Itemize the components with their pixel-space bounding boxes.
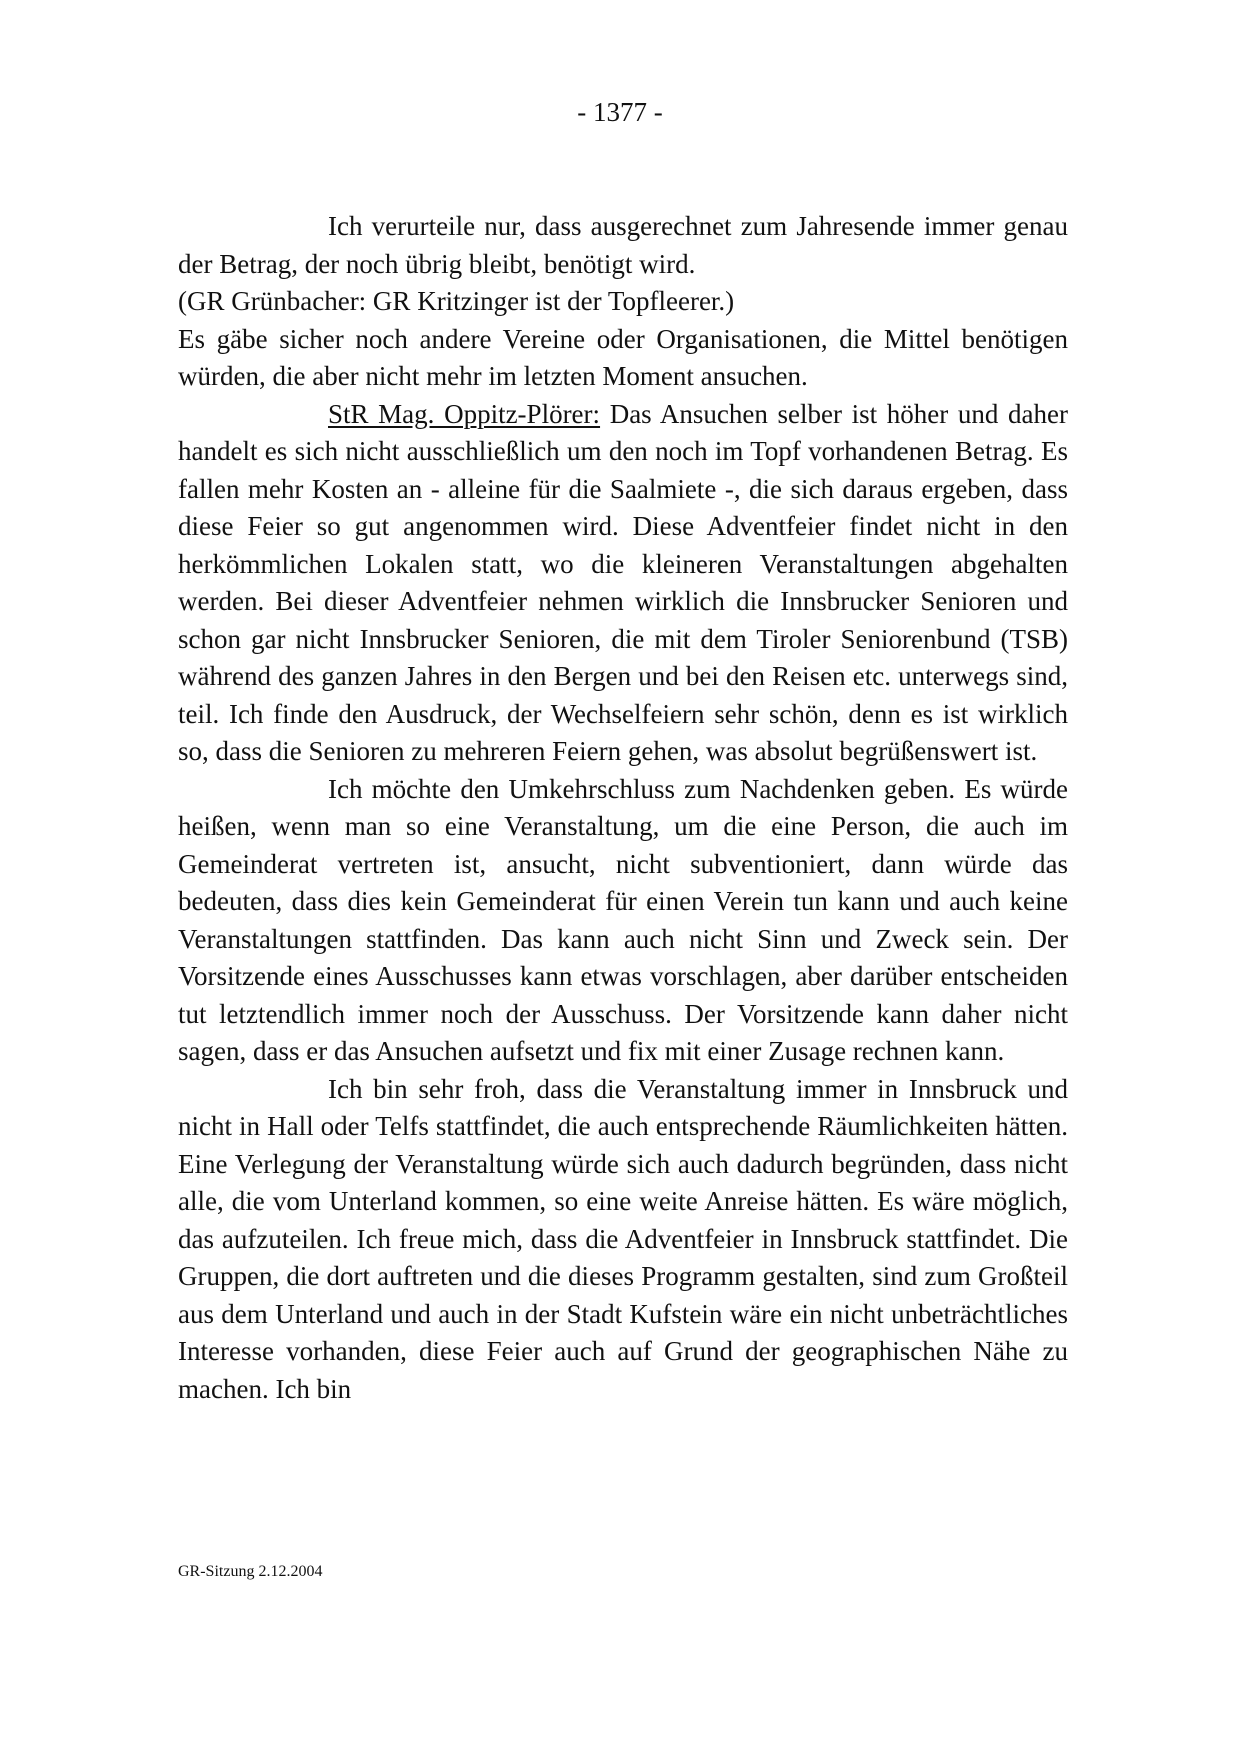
- page-number: - 1377 -: [577, 97, 663, 127]
- interjection: (GR Grünbacher: GR Kritzinger ist der Topfleerer.): [178, 286, 735, 316]
- speaker-name: StR Mag. Oppitz-Plörer:: [328, 398, 601, 429]
- document-body: [178, 208, 1068, 1408]
- paragraph-3: [178, 396, 1068, 771]
- paragraph-5: Ich bin sehr froh, dass die Veranstaltung immer in Innsbruck und nicht in Hall oder Telfs stattfindet, die auch entsprechende Räumlichkeiten hätten. Eine Verlegung der Veranstaltung würde sich auch dadurch begründen, dass nicht alle, die vom Unterland kommen, so eine weite Anreise hätten. Es wäre möglich, das aufzuteilen. Ich freue mich, dass die Adventfeier in Innsbruck stattfindet. Die Gruppen, die dort auftreten und die dieses Programm gestalten, sind zum Großteil aus dem Unterland und auch in der Stadt Kufstein wäre ein nicht unbeträchtliches Interesse vorhanden, diese Feier auch auf Grund der geographischen Nähe zu machen. Ich bin: [178, 1073, 1068, 1404]
- footer-session-date: GR-Sitzung 2.12.2004: [178, 1563, 323, 1580]
- paragraph-1: Ich verurteile nur, dass ausgerechnet zum Jahresende immer genau der Betrag, der noch übrig bleibt, benötigt wird.: [178, 211, 1068, 279]
- paragraph-4: Ich möchte den Umkehrschluss zum Nachdenken geben. Es würde heißen, wenn man so eine Veranstaltung, um die eine Person, die auch im Gemeinderat vertreten ist, ansucht, nicht subventioniert, dann würde das bedeuten, dass dies kein Gemeinderat für einen Verein tun kann und auch keine Veranstaltungen stattfinden. Das kann auch nicht Sinn und Zweck sein. Der Vorsitzende eines Ausschusses kann etwas vorschlagen, aber darüber entscheiden tut letztendlich immer noch der Ausschuss. Der Vorsitzende kann daher nicht sagen, dass er das Ansuchen aufsetzt und fix mit einer Zusage rechnen kann.: [178, 773, 1068, 1066]
- paragraph-3-text: Das Ansuchen selber ist höher und daher handelt es sich nicht ausschließlich um den noch im Topf vorhandenen Betrag. Es fallen mehr Kosten an - alleine für die Saalmiete -, die sich daraus ergeben, dass diese Feier so gut angenommen wird. Diese Adventfeier findet nicht in den herkömmlichen Lokalen statt, wo die kleineren Veranstaltungen abgehalten werden. Bei dieser Adventfeier nehmen wirklich die Innsbrucker Senioren und schon gar nicht Innsbrucker Senioren, die mit dem Tiroler Seniorenbund (TSB) während des ganzen Jahres in den Bergen und bei den Reisen etc. unterwegs sind, teil. Ich finde den Ausdruck, der Wechselfeiern sehr schön, denn es ist wirklich so, dass die Senioren zu mehreren Feiern gehen, was absolut begrüßenswert ist.: [178, 398, 1069, 766]
- paragraph-2: Es gäbe sicher noch andere Vereine oder Organisationen, die Mittel benötigen würden, die aber nicht mehr im letzten Moment ansuchen.: [178, 323, 1068, 391]
